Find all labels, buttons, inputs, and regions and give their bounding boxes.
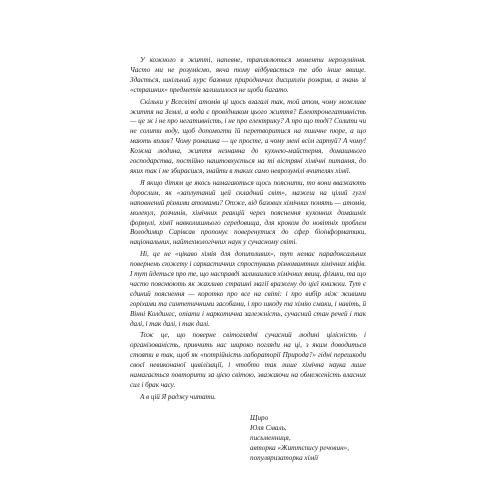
signature-block bbox=[250, 414, 380, 464]
signature-role: письменниця, bbox=[250, 433, 291, 442]
paragraph-1: У кожного в житті, напевне, траплялються моменти нерозуміння. Часто ми не розуміємо, якча тому відбувається те або інше явище. Здається, шкільний курс базових природничих дисциплін розкрив, а знань зі «страшних» предметів залишилося не щоби багато. bbox=[130, 56, 366, 94]
paragraph-2: Скільки у Всесвіті атомів ці щось взагалі так, той атом, чому можливе життя на Землі, а вода є провідником цього життя? Електронегативність — це ж і не про негативність, і не про електрику? А про що тоді? Солити чи не солити воду, щоб допомогти їй перетворитися на пшичне пюре, а що мають вплив? Чому ромашка — це просте, а чому мені всім гартуй? А чому! Кожна людина, життя незнанна до кухнею-майстерня, домашнього господарства, постійно наштовхується на ті вістряні хімічні питання, до яких так і не збираєшся, знайти в таких само неврозумілі вчителях хімії. bbox=[130, 97, 366, 175]
signature-title: популяризаторка хімії bbox=[250, 453, 319, 462]
paragraph-4: Ні, це не «цікаво хімія для допитливих», тут немає парадоксальних повернень сюжету і саркастичних спростувань різномантних хімічних міфів. І тут йдеться про те, що насправді залишилися хімічних явищ, фізики, та що часто пояснюють як жахливо страшні магії вражену до цієї книжки. Тут є єдиний пояснення — коротко про все на світі: і про вибір між живими горіхами та синтетичними засобами, і про шкоду та хімію смаки, і навіть, й Вінні Колдингс, опіати і наркотична залежність, сучасний стан речей і так далі, і так далі, і так далі. bbox=[130, 250, 366, 328]
signature-work: авторка «Життєпису речовин», bbox=[250, 443, 349, 452]
paragraph-3: Я якщо дітям це якось намагаються щось пояснити, то вони вважають дорослим, як «заплутаний цей складний світ», мажеш на цілий гуглі наповнений різними атомами? Отже, від базових хімічних понять — атомів, молекул, розчинів, хімічних реакцій через пояснення кухонних домашніх формулі, хімії навколишнього середовища, для кроком до новітніх проблем Володимир Сарівсав пропонує поверенутися до сфер біоінформатики, національних, найтехнологічних наук у сучасному світі. bbox=[130, 178, 366, 247]
preface-text bbox=[130, 56, 366, 405]
signature-closing: Щиро bbox=[250, 414, 269, 422]
paragraph-5: Тож це, що поверне світоглядні сучасний людині цілісність і організованість, привчить нас широко погляди на ці, з яким доводиться стояти в так, щоб як «потрійність лабораторії Природа?» гідні перешкоди своєї невиконаної цивілізації, і чтобто так лише хімічна наука лише намагається повторити за цією світою, зважаючи на обмеженість власних сил і брак часу. bbox=[130, 331, 366, 389]
signature-name: Юля Смаль, bbox=[250, 423, 287, 432]
paragraph-6: А в цій Я раджу читати. bbox=[140, 392, 216, 401]
